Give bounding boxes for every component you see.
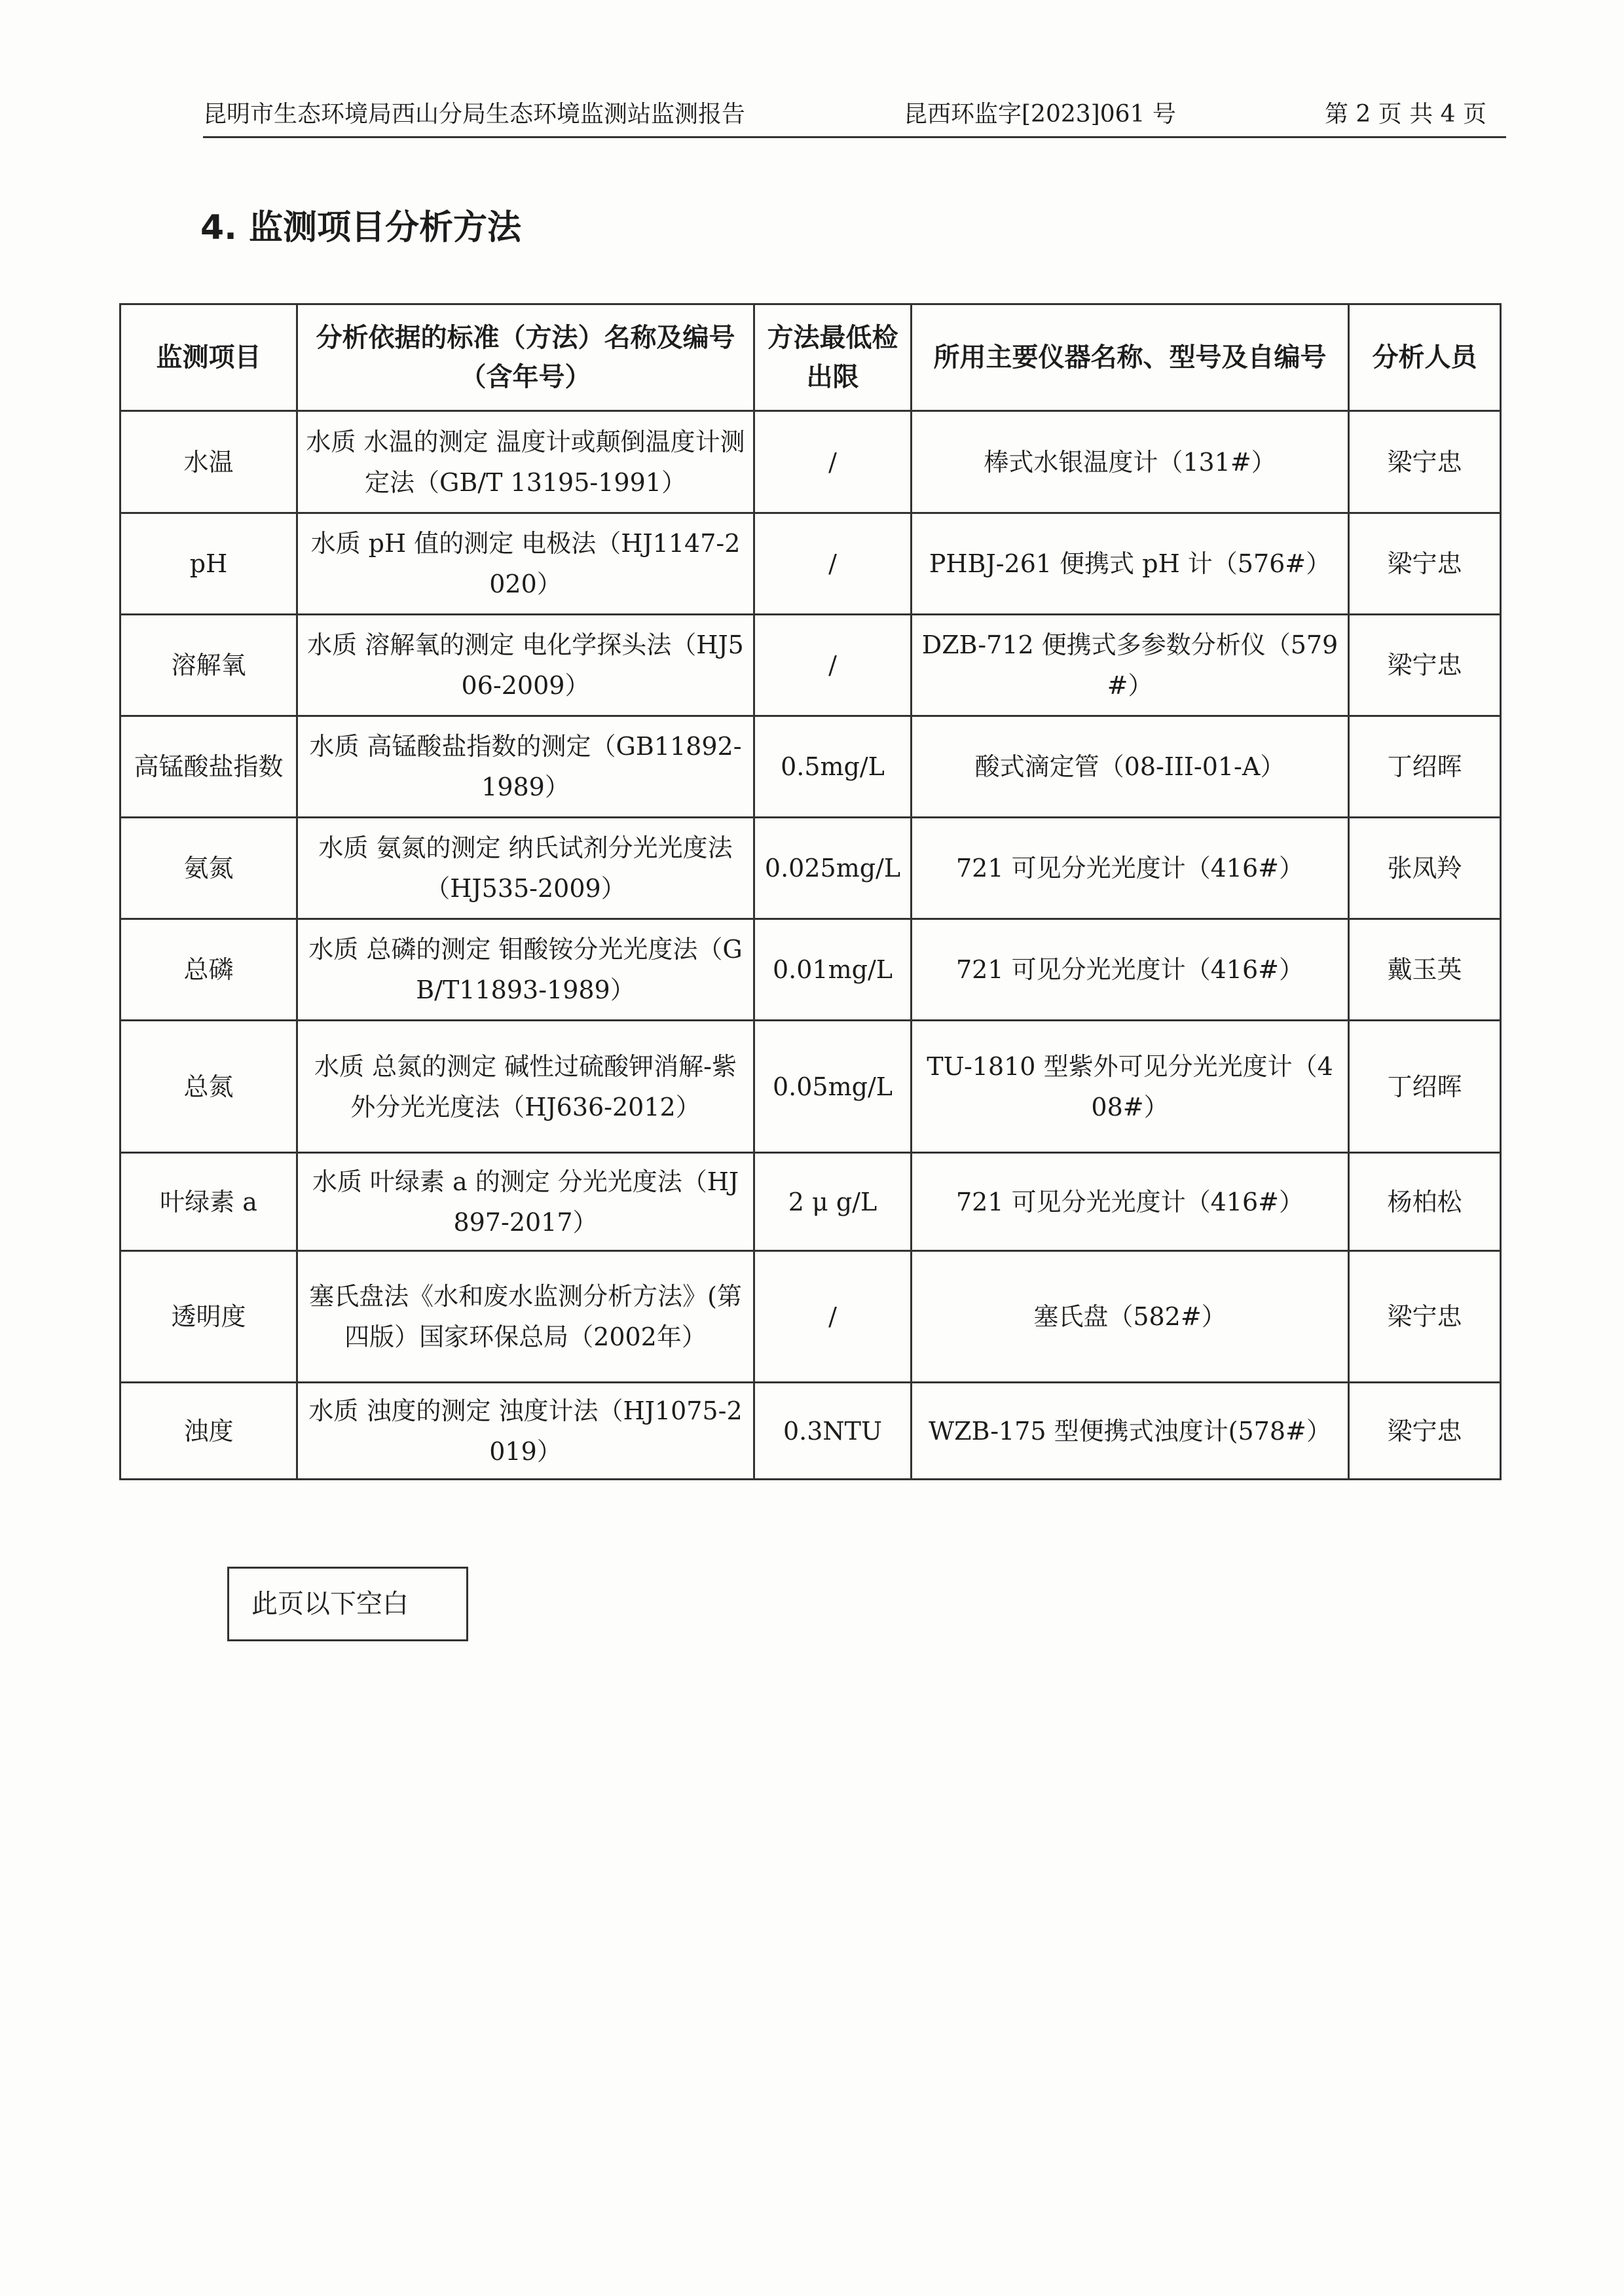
table-row — [120, 1251, 1501, 1383]
cell-analyst: 梁宁忠 — [1349, 1383, 1501, 1480]
cell-limit: 0.3NTU — [754, 1383, 912, 1480]
blank-page-note: 此页以下空白 — [227, 1567, 468, 1641]
table-row — [120, 615, 1501, 716]
cell-limit: / — [754, 615, 912, 716]
cell-instrument: 721 可见分光光度计（416#） — [912, 919, 1349, 1021]
cell-method: 水质 浊度的测定 浊度计法（HJ1075-2019） — [297, 1383, 754, 1480]
cell-item: 总磷 — [120, 919, 297, 1021]
page-indicator: 第 2 页 共 4 页 — [1324, 101, 1486, 128]
cell-analyst: 梁宁忠 — [1349, 615, 1501, 716]
cell-analyst: 戴玉英 — [1349, 919, 1501, 1021]
cell-method: 塞氏盘法《水和废水监测分析方法》(第四版）国家环保总局（2002年） — [297, 1251, 754, 1383]
cell-instrument: 721 可见分光光度计（416#） — [912, 818, 1349, 919]
table-row — [120, 919, 1501, 1021]
cell-item: 叶绿素 a — [120, 1153, 297, 1251]
header-method: 分析依据的标准（方法）名称及编号（含年号） — [297, 304, 754, 411]
header-instrument: 所用主要仪器名称、型号及自编号 — [912, 304, 1349, 411]
cell-method: 水质 水温的测定 温度计或颠倒温度计测定法（GB/T 13195-1991） — [297, 411, 754, 513]
cell-method: 水质 pH 值的测定 电极法（HJ1147-2020） — [297, 513, 754, 615]
cell-limit: 2 μ g/L — [754, 1153, 912, 1251]
cell-item: 透明度 — [120, 1251, 297, 1383]
cell-item: 溶解氧 — [120, 615, 297, 716]
cell-method: 水质 总氮的测定 碱性过硫酸钾消解-紫外分光光度法（HJ636-2012） — [297, 1021, 754, 1153]
table-row — [120, 513, 1501, 615]
table-row — [120, 818, 1501, 919]
table-row — [120, 1153, 1501, 1251]
page-header — [203, 90, 1506, 138]
header-limit: 方法最低检出限 — [754, 304, 912, 411]
header-analyst: 分析人员 — [1349, 304, 1501, 411]
report-number: 昆西环监字[2023]061 号 — [904, 101, 1176, 128]
table-row — [120, 411, 1501, 513]
cell-method: 水质 高锰酸盐指数的测定（GB11892-1989） — [297, 716, 754, 818]
cell-limit: / — [754, 1251, 912, 1383]
cell-instrument: 棒式水银温度计（131#） — [912, 411, 1349, 513]
cell-item: pH — [120, 513, 297, 615]
header-item: 监测项目 — [120, 304, 297, 411]
cell-analyst: 张凤羚 — [1349, 818, 1501, 919]
cell-instrument: 酸式滴定管（08-III-01-A） — [912, 716, 1349, 818]
cell-analyst: 丁绍晖 — [1349, 1021, 1501, 1153]
table-row — [120, 716, 1501, 818]
cell-analyst: 梁宁忠 — [1349, 411, 1501, 513]
cell-limit: 0.01mg/L — [754, 919, 912, 1021]
cell-method: 水质 氨氮的测定 纳氏试剂分光光度法（HJ535-2009） — [297, 818, 754, 919]
cell-instrument: 721 可见分光光度计（416#） — [912, 1153, 1349, 1251]
cell-item: 总氮 — [120, 1021, 297, 1153]
cell-instrument: PHBJ-261 便携式 pH 计（576#） — [912, 513, 1349, 615]
cell-analyst: 梁宁忠 — [1349, 1251, 1501, 1383]
cell-instrument: 塞氏盘（582#） — [912, 1251, 1349, 1383]
cell-method: 水质 叶绿素 a 的测定 分光光度法（HJ897-2017） — [297, 1153, 754, 1251]
cell-item: 水温 — [120, 411, 297, 513]
analysis-methods-table — [119, 303, 1502, 1480]
cell-instrument: DZB-712 便携式多参数分析仪（579#） — [912, 615, 1349, 716]
cell-limit: 0.025mg/L — [754, 818, 912, 919]
table-row — [120, 1021, 1501, 1153]
cell-limit: 0.5mg/L — [754, 716, 912, 818]
cell-analyst: 杨柏松 — [1349, 1153, 1501, 1251]
cell-method: 水质 溶解氧的测定 电化学探头法（HJ506-2009） — [297, 615, 754, 716]
table-header-row — [120, 304, 1501, 411]
section-title: 4. 监测项目分析方法 — [200, 208, 522, 247]
cell-item: 浊度 — [120, 1383, 297, 1480]
cell-analyst: 丁绍晖 — [1349, 716, 1501, 818]
cell-instrument: TU-1810 型紫外可见分光光度计（408#） — [912, 1021, 1349, 1153]
cell-limit: / — [754, 411, 912, 513]
cell-item: 氨氮 — [120, 818, 297, 919]
cell-analyst: 梁宁忠 — [1349, 513, 1501, 615]
cell-instrument: WZB-175 型便携式浊度计(578#） — [912, 1383, 1349, 1480]
cell-method: 水质 总磷的测定 钼酸铵分光光度法（GB/T11893-1989） — [297, 919, 754, 1021]
cell-limit: / — [754, 513, 912, 615]
table-row — [120, 1383, 1501, 1480]
cell-item: 高锰酸盐指数 — [120, 716, 297, 818]
report-org-title: 昆明市生态环境局西山分局生态环境监测站监测报告 — [203, 101, 746, 128]
cell-limit: 0.05mg/L — [754, 1021, 912, 1153]
